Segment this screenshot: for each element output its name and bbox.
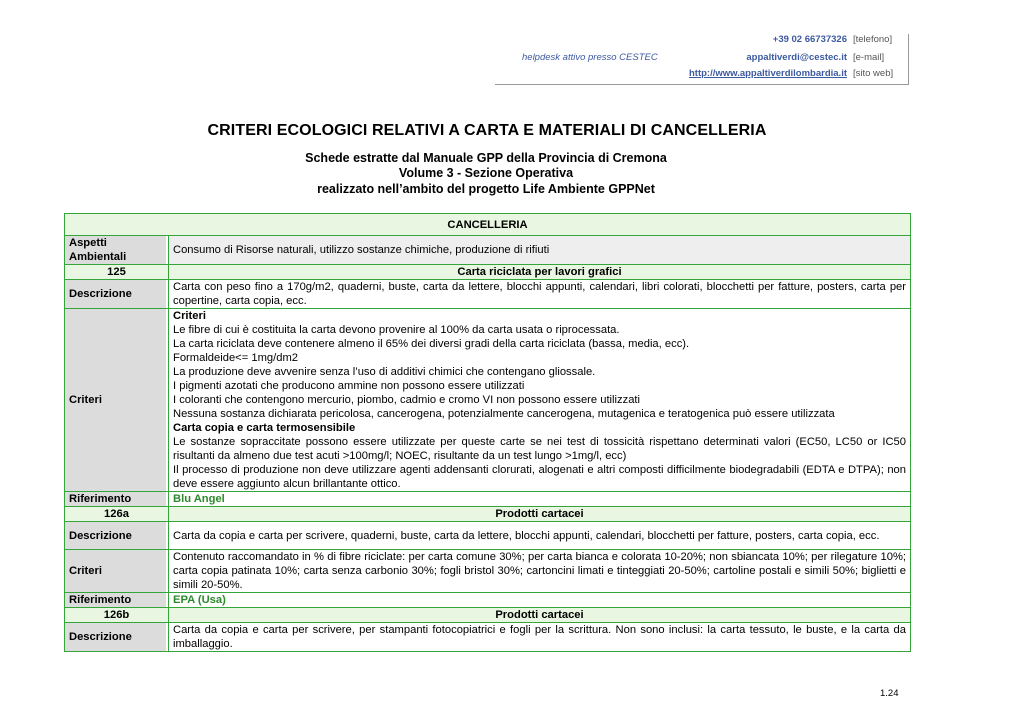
section-header-row [65,265,911,280]
section-header-row [65,507,911,522]
contact-website-tag: [sito web] [853,68,894,79]
riferimento-label: Riferimento [65,593,169,608]
contact-phone-tag: [telefono] [853,34,893,45]
criteri-line: Formaldeide<= 1mg/dm2 [173,352,298,364]
contact-phone-row [495,34,903,50]
page-title: CRITERI ECOLOGICI RELATIVI A CARTA E MATERIALI DI CANCELLERIA [207,122,767,139]
table-header: CANCELLERIA [65,214,911,236]
criteri-text: Contenuto raccomandato in % di fibre riciclate: per carta comune 30%; per carta bianca e colorata 10-20%; non sbiancata 10%; per rilegature 10%; carta copia patinata 10%; carta senza carbonio 30%; fogli bristol 30%; cartoncini limati e tinteggiati 20-50%; cartoline postali e simili 50%; biglietti e simili 20-50%. [169,550,911,593]
riferimento-row [65,492,911,507]
table-header-row [65,214,911,236]
descrizione-row [65,522,911,550]
descrizione-text: Carta da copia e carta per scrivere, quaderni, buste, carta da lettere, blocchi appunti, calendari, blocchetti per fatture, posters, carta copia, ecc. [169,522,911,550]
contact-email[interactable]: appaltiverdi@cestec.it [746,52,847,63]
contact-divider-horizontal [495,84,909,85]
criteri-text [169,309,911,492]
subtitle-line-1: Schede estratte dal Manuale GPP della Provincia di Cremona [305,151,667,165]
descrizione-label: Descrizione [65,280,169,309]
riferimento-label: Riferimento [65,492,169,507]
contact-divider-vertical [908,34,909,85]
criteri-label: Criteri [65,550,169,593]
riferimento-text: EPA (Usa) [169,593,911,608]
descrizione-row [65,280,911,309]
section-number: 126b [65,608,169,623]
criteri-line: La produzione deve avvenire senza l’uso di additivi chimici che contengano gliossale. [173,366,596,378]
criteri-line: Criteri [173,310,206,322]
criteri-line: I pigmenti azotati che producono ammine non possono essere utilizzati [173,380,525,392]
descrizione-text: Carta con peso fino a 170g/m2, quaderni, buste, carta da lettere, blocchi appunti, calendari, libri colorati, blocchetti per fatture, posters, carta per copertine, carta copia, ecc. [169,280,911,309]
page-number: 1.24 [880,688,899,699]
aspetti-row [65,236,911,265]
subtitle-line-2: Volume 3 - Sezione Operativa [398,166,574,180]
criteria-table [64,213,911,652]
helpdesk-note: helpdesk attivo presso CESTEC [522,52,658,63]
section-number: 125 [65,265,169,280]
descrizione-label: Descrizione [65,522,169,550]
section-heading: Carta riciclata per lavori grafici [169,265,911,280]
descrizione-row [65,623,911,652]
contact-email-row [495,52,903,68]
subtitle-line-3: realizzato nell’ambito del progetto Life Ambiente GPPNet [317,182,655,196]
contact-email-tag: [e-mail] [853,52,885,63]
criteri-line: Il processo di produzione non deve utilizzare agenti addensanti clorurati, alogenati e altri composti difficilmente biodegradabili (EDTA e DTPA); non deve essere aggiunto alcun brillantante ottico. [173,464,906,490]
criteri-line: Carta copia e carta termosensibile [173,422,356,434]
aspetti-label: Aspetti Ambientali [65,236,169,265]
contact-phone: +39 02 66737326 [772,34,847,45]
contact-website-row [495,68,903,84]
descrizione-text: Carta da copia e carta per scrivere, per stampanti fotocopiatrici e fogli per la scrittura. Non sono inclusi: la carta tessuto, le buste, e la carta da imballaggio. [169,623,911,652]
section-heading: Prodotti cartacei [169,507,911,522]
criteri-label: Criteri [65,309,169,492]
aspetti-text: Consumo di Risorse naturali, utilizzo sostanze chimiche, produzione di rifiuti [169,236,911,265]
descrizione-label: Descrizione [65,623,169,652]
contact-website-link[interactable]: http://www.appaltiverdilombardia.it [689,68,847,79]
criteri-line: Le fibre di cui è costituita la carta devono provenire al 100% da carta usata o riprocessata. [173,324,620,336]
criteri-row [65,550,911,593]
criteri-line: Le sostanze sopraccitate possono essere utilizzate per queste carte se nei test di tossicità rispettano determinati valori (EC50, LC50 or IC50 risultanti da almeno due test acuti >100mg/l; NOEC, risultante da un test lungo >1mg/l, ecc) [173,436,906,462]
section-header-row [65,608,911,623]
criteri-line: I coloranti che contengono mercurio, piombo, cadmio e cromo VI non possono essere utilizzati [173,394,641,406]
criteri-line: Nessuna sostanza dichiarata pericolosa, cancerogena, potenzialmente cancerogena, mutagenica e teratogenica può essere utilizzata [173,408,835,420]
section-heading: Prodotti cartacei [169,608,911,623]
riferimento-row [65,593,911,608]
criteri-row [65,309,911,492]
contact-block [495,34,909,85]
section-number: 126a [65,507,169,522]
criteri-line: La carta riciclata deve contenere almeno il 65% dei diversi gradi della carta riciclata (bassa, media, ecc). [173,338,690,350]
riferimento-text: Blu Angel [169,492,911,507]
